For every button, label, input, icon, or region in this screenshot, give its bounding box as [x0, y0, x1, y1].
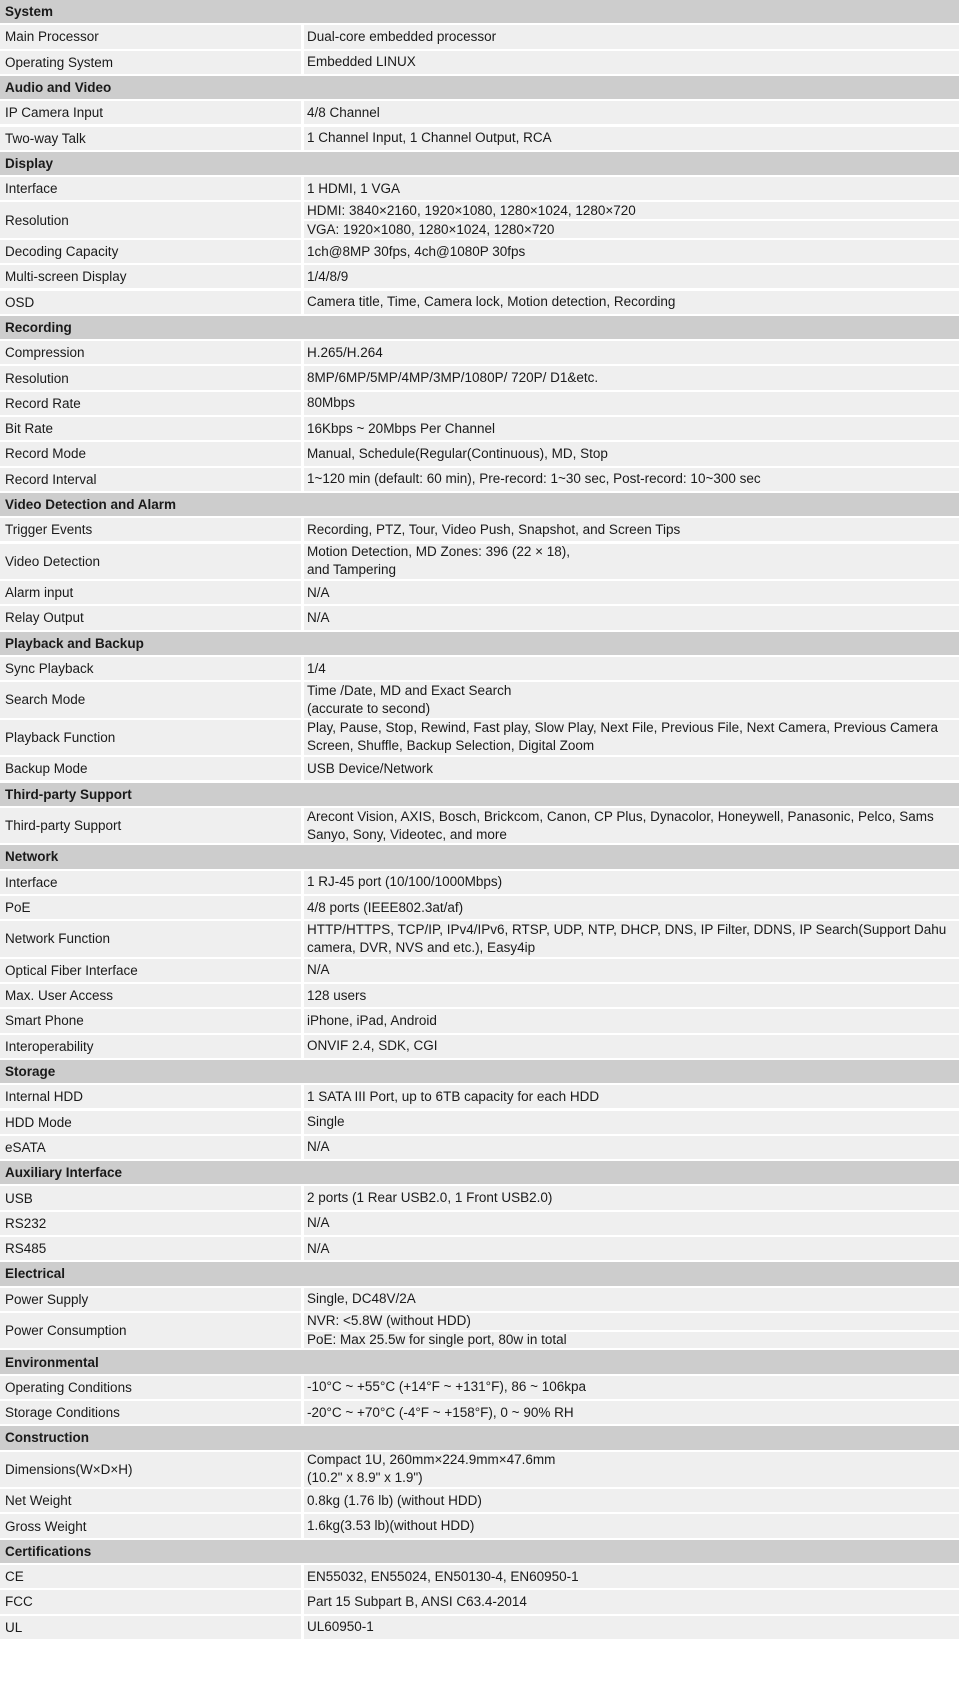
spec-row	[0, 1237, 959, 1262]
spec-values	[304, 265, 959, 290]
section-header: Playback and Backup	[0, 632, 959, 657]
spec-label: Sync Playback	[0, 657, 304, 682]
spec-label: RS232	[0, 1212, 304, 1237]
spec-value: 1 SATA III Port, up to 6TB capacity for each HDD	[304, 1085, 959, 1110]
spec-label: Dimensions(W×D×H)	[0, 1452, 304, 1490]
spec-label: Main Processor	[0, 25, 304, 50]
spec-value: VGA: 1920×1080, 1280×1024, 1280×720	[304, 221, 959, 240]
spec-values	[304, 581, 959, 606]
spec-value: NVR: <5.8W (without HDD)	[304, 1313, 959, 1332]
spec-value: Single	[304, 1111, 959, 1136]
spec-label: RS485	[0, 1237, 304, 1262]
spec-value: 1 Channel Input, 1 Channel Output, RCA	[304, 127, 959, 152]
spec-values	[304, 1514, 959, 1539]
spec-label: Resolution	[0, 366, 304, 391]
spec-value: -10°C ~ +55°C (+14°F ~ +131°F), 86 ~ 106kpa	[304, 1376, 959, 1401]
spec-values	[304, 1590, 959, 1615]
spec-row	[0, 581, 959, 606]
spec-row	[0, 896, 959, 921]
spec-value: N/A	[304, 581, 959, 606]
spec-value: iPhone, iPad, Android	[304, 1009, 959, 1034]
spec-label: Operating Conditions	[0, 1376, 304, 1401]
section-header: Recording	[0, 316, 959, 341]
spec-value: 0.8kg (1.76 lb) (without HDD)	[304, 1489, 959, 1514]
spec-value: Manual, Schedule(Regular(Continuous), MD, Stop	[304, 442, 959, 467]
spec-row	[0, 1616, 959, 1641]
spec-row	[0, 657, 959, 682]
spec-row	[0, 1514, 959, 1539]
spec-row	[0, 984, 959, 1009]
spec-label: IP Camera Input	[0, 101, 304, 126]
spec-values	[304, 518, 959, 543]
spec-row	[0, 25, 959, 50]
spec-row	[0, 606, 959, 631]
spec-row	[0, 366, 959, 391]
spec-label: Power Consumption	[0, 1313, 304, 1351]
spec-row	[0, 1313, 959, 1351]
section-header: Certifications	[0, 1540, 959, 1565]
spec-values	[304, 1313, 959, 1351]
spec-label: Multi-screen Display	[0, 265, 304, 290]
spec-value: Dual-core embedded processor	[304, 25, 959, 50]
spec-row	[0, 442, 959, 467]
spec-value: 1.6kg(3.53 lb)(without HDD)	[304, 1514, 959, 1539]
spec-label: Record Mode	[0, 442, 304, 467]
spec-label: Net Weight	[0, 1489, 304, 1514]
spec-value: 16Kbps ~ 20Mbps Per Channel	[304, 417, 959, 442]
spec-values	[304, 757, 959, 782]
spec-value: Single, DC48V/2A	[304, 1288, 959, 1313]
spec-values	[304, 1452, 959, 1490]
spec-values	[304, 1035, 959, 1060]
spec-row	[0, 177, 959, 202]
spec-value: 128 users	[304, 984, 959, 1009]
spec-values	[304, 1376, 959, 1401]
spec-label: Third-party Support	[0, 808, 304, 846]
spec-label: Operating System	[0, 51, 304, 76]
spec-row	[0, 1489, 959, 1514]
spec-label: Relay Output	[0, 606, 304, 631]
spec-label: Decoding Capacity	[0, 240, 304, 265]
spec-value: EN55032, EN55024, EN50130-4, EN60950-1	[304, 1565, 959, 1590]
spec-values	[304, 808, 959, 846]
spec-values	[304, 366, 959, 391]
spec-values	[304, 1212, 959, 1237]
spec-value: -20°C ~ +70°C (-4°F ~ +158°F), 0 ~ 90% RH	[304, 1401, 959, 1426]
spec-row	[0, 921, 959, 959]
spec-label: Smart Phone	[0, 1009, 304, 1034]
spec-label: Backup Mode	[0, 757, 304, 782]
spec-value: 1/4	[304, 657, 959, 682]
spec-values	[304, 240, 959, 265]
spec-value: Compact 1U, 260mm×224.9mm×47.6mm (10.2" x 8.9" x 1.9")	[304, 1452, 959, 1490]
spec-label: Power Supply	[0, 1288, 304, 1313]
spec-label: Storage Conditions	[0, 1401, 304, 1426]
spec-label: FCC	[0, 1590, 304, 1615]
spec-row	[0, 265, 959, 290]
spec-values	[304, 1136, 959, 1161]
spec-row	[0, 682, 959, 720]
spec-label: Optical Fiber Interface	[0, 959, 304, 984]
spec-row	[0, 757, 959, 782]
spec-label: USB	[0, 1186, 304, 1211]
spec-values	[304, 1009, 959, 1034]
spec-value: 4/8 ports (IEEE802.3at/af)	[304, 896, 959, 921]
spec-value: Embedded LINUX	[304, 51, 959, 76]
spec-row	[0, 1565, 959, 1590]
spec-row	[0, 1212, 959, 1237]
spec-values	[304, 921, 959, 959]
spec-value: 8MP/6MP/5MP/4MP/3MP/1080P/ 720P/ D1&etc.	[304, 366, 959, 391]
spec-values	[304, 871, 959, 896]
spec-values	[304, 392, 959, 417]
spec-values	[304, 51, 959, 76]
spec-values	[304, 417, 959, 442]
spec-label: HDD Mode	[0, 1111, 304, 1136]
spec-value: 1 RJ-45 port (10/100/1000Mbps)	[304, 871, 959, 896]
section-header: Display	[0, 152, 959, 177]
spec-values	[304, 442, 959, 467]
spec-row	[0, 1452, 959, 1490]
spec-label: Interface	[0, 177, 304, 202]
spec-label: Interface	[0, 871, 304, 896]
spec-label: PoE	[0, 896, 304, 921]
spec-row	[0, 1288, 959, 1313]
spec-label: Network Function	[0, 921, 304, 959]
spec-values	[304, 896, 959, 921]
spec-values	[304, 1085, 959, 1110]
spec-value: Time /Date, MD and Exact Search (accurate to second)	[304, 682, 959, 720]
spec-row	[0, 51, 959, 76]
spec-value: 2 ports (1 Rear USB2.0, 1 Front USB2.0)	[304, 1186, 959, 1211]
spec-label: Internal HDD	[0, 1085, 304, 1110]
spec-value: Recording, PTZ, Tour, Video Push, Snapshot, and Screen Tips	[304, 518, 959, 543]
spec-value: 1/4/8/9	[304, 265, 959, 290]
spec-row	[0, 1590, 959, 1615]
spec-row	[0, 1401, 959, 1426]
spec-row	[0, 468, 959, 493]
spec-row	[0, 101, 959, 126]
spec-values	[304, 657, 959, 682]
spec-label: Record Rate	[0, 392, 304, 417]
spec-row	[0, 341, 959, 366]
spec-values	[304, 1186, 959, 1211]
spec-label: Interoperability	[0, 1035, 304, 1060]
section-header: Environmental	[0, 1350, 959, 1375]
spec-values	[304, 101, 959, 126]
spec-values	[304, 984, 959, 1009]
spec-values	[304, 544, 959, 582]
spec-value: Part 15 Subpart B, ANSI C63.4-2014	[304, 1590, 959, 1615]
spec-label: Playback Function	[0, 720, 304, 758]
spec-value: Camera title, Time, Camera lock, Motion detection, Recording	[304, 291, 959, 316]
spec-row	[0, 720, 959, 758]
spec-row	[0, 291, 959, 316]
spec-value: UL60950-1	[304, 1616, 959, 1641]
section-header: System	[0, 0, 959, 25]
spec-value: Motion Detection, MD Zones: 396 (22 × 18), and Tampering	[304, 544, 959, 582]
spec-label: eSATA	[0, 1136, 304, 1161]
section-header: Electrical	[0, 1262, 959, 1287]
spec-values	[304, 202, 959, 240]
spec-values	[304, 606, 959, 631]
spec-value: N/A	[304, 1136, 959, 1161]
spec-label: Compression	[0, 341, 304, 366]
spec-row	[0, 1186, 959, 1211]
spec-row	[0, 1111, 959, 1136]
spec-label: Bit Rate	[0, 417, 304, 442]
spec-values	[304, 177, 959, 202]
spec-value: HTTP/HTTPS, TCP/IP, IPv4/IPv6, RTSP, UDP, NTP, DHCP, DNS, IP Filter, DDNS, IP Search(Support Dahu camera, DVR, NVS and etc.), Easy4ip	[304, 921, 959, 959]
spec-value: 1~120 min (default: 60 min), Pre-record: 1~30 sec, Post-record: 10~300 sec	[304, 468, 959, 493]
spec-label: Record Interval	[0, 468, 304, 493]
spec-value: USB Device/Network	[304, 757, 959, 782]
spec-value: HDMI: 3840×2160, 1920×1080, 1280×1024, 1280×720	[304, 202, 959, 221]
spec-values	[304, 682, 959, 720]
spec-value: N/A	[304, 1212, 959, 1237]
spec-value: PoE: Max 25.5w for single port, 80w in total	[304, 1332, 959, 1351]
spec-value: Arecont Vision, AXIS, Bosch, Brickcom, Canon, CP Plus, Dynacolor, Honeywell, Panasonic, Pelco, Sams Sanyo, Sony, Videotec, and more	[304, 808, 959, 846]
spec-label: Two-way Talk	[0, 127, 304, 152]
section-header: Auxiliary Interface	[0, 1161, 959, 1186]
spec-values	[304, 959, 959, 984]
section-header: Network	[0, 845, 959, 870]
spec-values	[304, 341, 959, 366]
spec-value: 1ch@8MP 30fps, 4ch@1080P 30fps	[304, 240, 959, 265]
spec-row	[0, 808, 959, 846]
section-header: Third-party Support	[0, 783, 959, 808]
spec-label: Search Mode	[0, 682, 304, 720]
spec-row	[0, 1376, 959, 1401]
spec-row	[0, 392, 959, 417]
spec-row	[0, 1085, 959, 1110]
spec-label: Alarm input	[0, 581, 304, 606]
spec-value: N/A	[304, 959, 959, 984]
spec-label: Trigger Events	[0, 518, 304, 543]
spec-values	[304, 127, 959, 152]
spec-value: ONVIF 2.4, SDK, CGI	[304, 1035, 959, 1060]
spec-label: Max. User Access	[0, 984, 304, 1009]
spec-row	[0, 1035, 959, 1060]
spec-label: Video Detection	[0, 544, 304, 582]
section-header: Construction	[0, 1426, 959, 1451]
spec-value: 80Mbps	[304, 392, 959, 417]
spec-values	[304, 291, 959, 316]
spec-label: Resolution	[0, 202, 304, 240]
section-header: Storage	[0, 1060, 959, 1085]
spec-values	[304, 1616, 959, 1641]
spec-value: H.265/H.264	[304, 341, 959, 366]
spec-values	[304, 1288, 959, 1313]
spec-row	[0, 127, 959, 152]
spec-row	[0, 1136, 959, 1161]
spec-label: UL	[0, 1616, 304, 1641]
spec-values	[304, 1489, 959, 1514]
spec-label: CE	[0, 1565, 304, 1590]
spec-value: 1 HDMI, 1 VGA	[304, 177, 959, 202]
spec-label: OSD	[0, 291, 304, 316]
spec-value: N/A	[304, 1237, 959, 1262]
spec-values	[304, 25, 959, 50]
spec-values	[304, 1237, 959, 1262]
spec-value: 4/8 Channel	[304, 101, 959, 126]
spec-values	[304, 468, 959, 493]
spec-value: Play, Pause, Stop, Rewind, Fast play, Slow Play, Next File, Previous File, Next Camera, Previous Camera Screen, Shuffle, Backup Selection, Digital Zoom	[304, 720, 959, 758]
spec-row	[0, 417, 959, 442]
spec-row	[0, 959, 959, 984]
spec-label: Gross Weight	[0, 1514, 304, 1539]
spec-row	[0, 1009, 959, 1034]
spec-row	[0, 240, 959, 265]
spec-row	[0, 544, 959, 582]
spec-values	[304, 1401, 959, 1426]
section-header: Video Detection and Alarm	[0, 493, 959, 518]
spec-values	[304, 1111, 959, 1136]
spec-row	[0, 518, 959, 543]
spec-row	[0, 871, 959, 896]
spec-value: N/A	[304, 606, 959, 631]
spec-values	[304, 720, 959, 758]
spec-row	[0, 202, 959, 240]
section-header: Audio and Video	[0, 76, 959, 101]
spec-values	[304, 1565, 959, 1590]
